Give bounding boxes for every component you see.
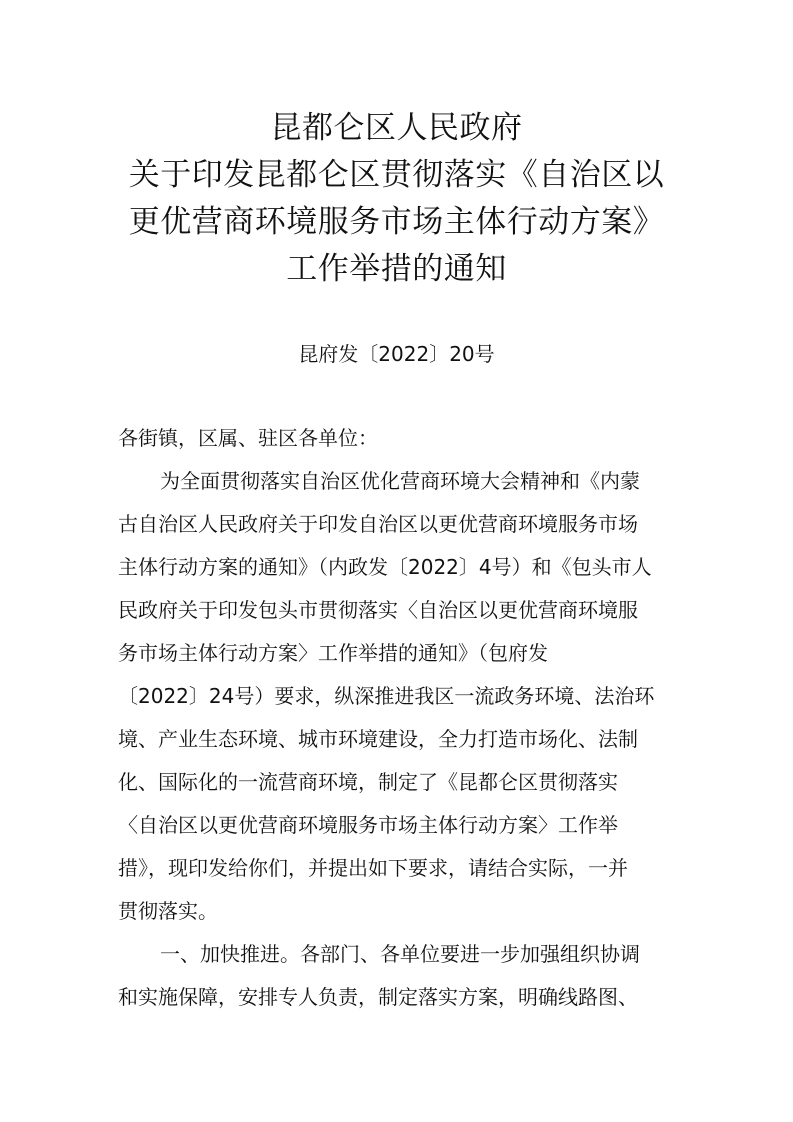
body-line: 为全面贯彻落实自治区优化营商环境大会精神和《内蒙 [160,469,640,493]
title-line-2: 关于印发昆都仑区贯彻落实《自治区以 [128,157,665,193]
title-line-1: 昆都仑区人民政府 [270,110,523,146]
addressee: 各街镇，区属、驻区各单位： [118,426,378,450]
body-line: 民政府关于印发包头市贯彻落实〈自治区以更优营商环境服 [118,598,638,622]
body-line: 措》，现印发给你们，并提出如下要求，请结合实际，一并 [118,856,628,880]
body-line: 境、产业生态环境、城市环境建设，全力打造市场化、法制 [118,727,638,751]
body-line: 化、国际化的一流营商环境，制定了《昆都仑区贯彻落实 [118,770,618,794]
document-number: 昆府发〔2022〕20号 [298,342,495,366]
body-line: 古自治区人民政府关于印发自治区以更优营商环境服务市场 [118,512,638,536]
body-line: 务市场主体行动方案〉工作举措的通知》（包府发 [118,641,548,665]
body-line: 〈自治区以更优营商环境服务市场主体行动方案〉工作举 [118,813,618,837]
title-line-4: 工作举措的通知 [286,251,507,287]
body-line: 一、加快推进。各部门、各单位要进一步加强组织协调 [160,942,640,966]
body-line: 贯彻落实。 [118,899,218,923]
body-line: 主体行动方案的通知》（内政发〔2022〕4号）和《包头市人 [118,555,652,579]
body-line: 和实施保障，安排专人负责，制定落实方案，明确线路图、 [118,985,638,1009]
title-line-3: 更优营商环境服务市场主体行动方案》 [128,204,665,240]
body-line: 〔2022〕24号）要求，纵深推进我区一流政务环境、法治环 [118,684,655,708]
